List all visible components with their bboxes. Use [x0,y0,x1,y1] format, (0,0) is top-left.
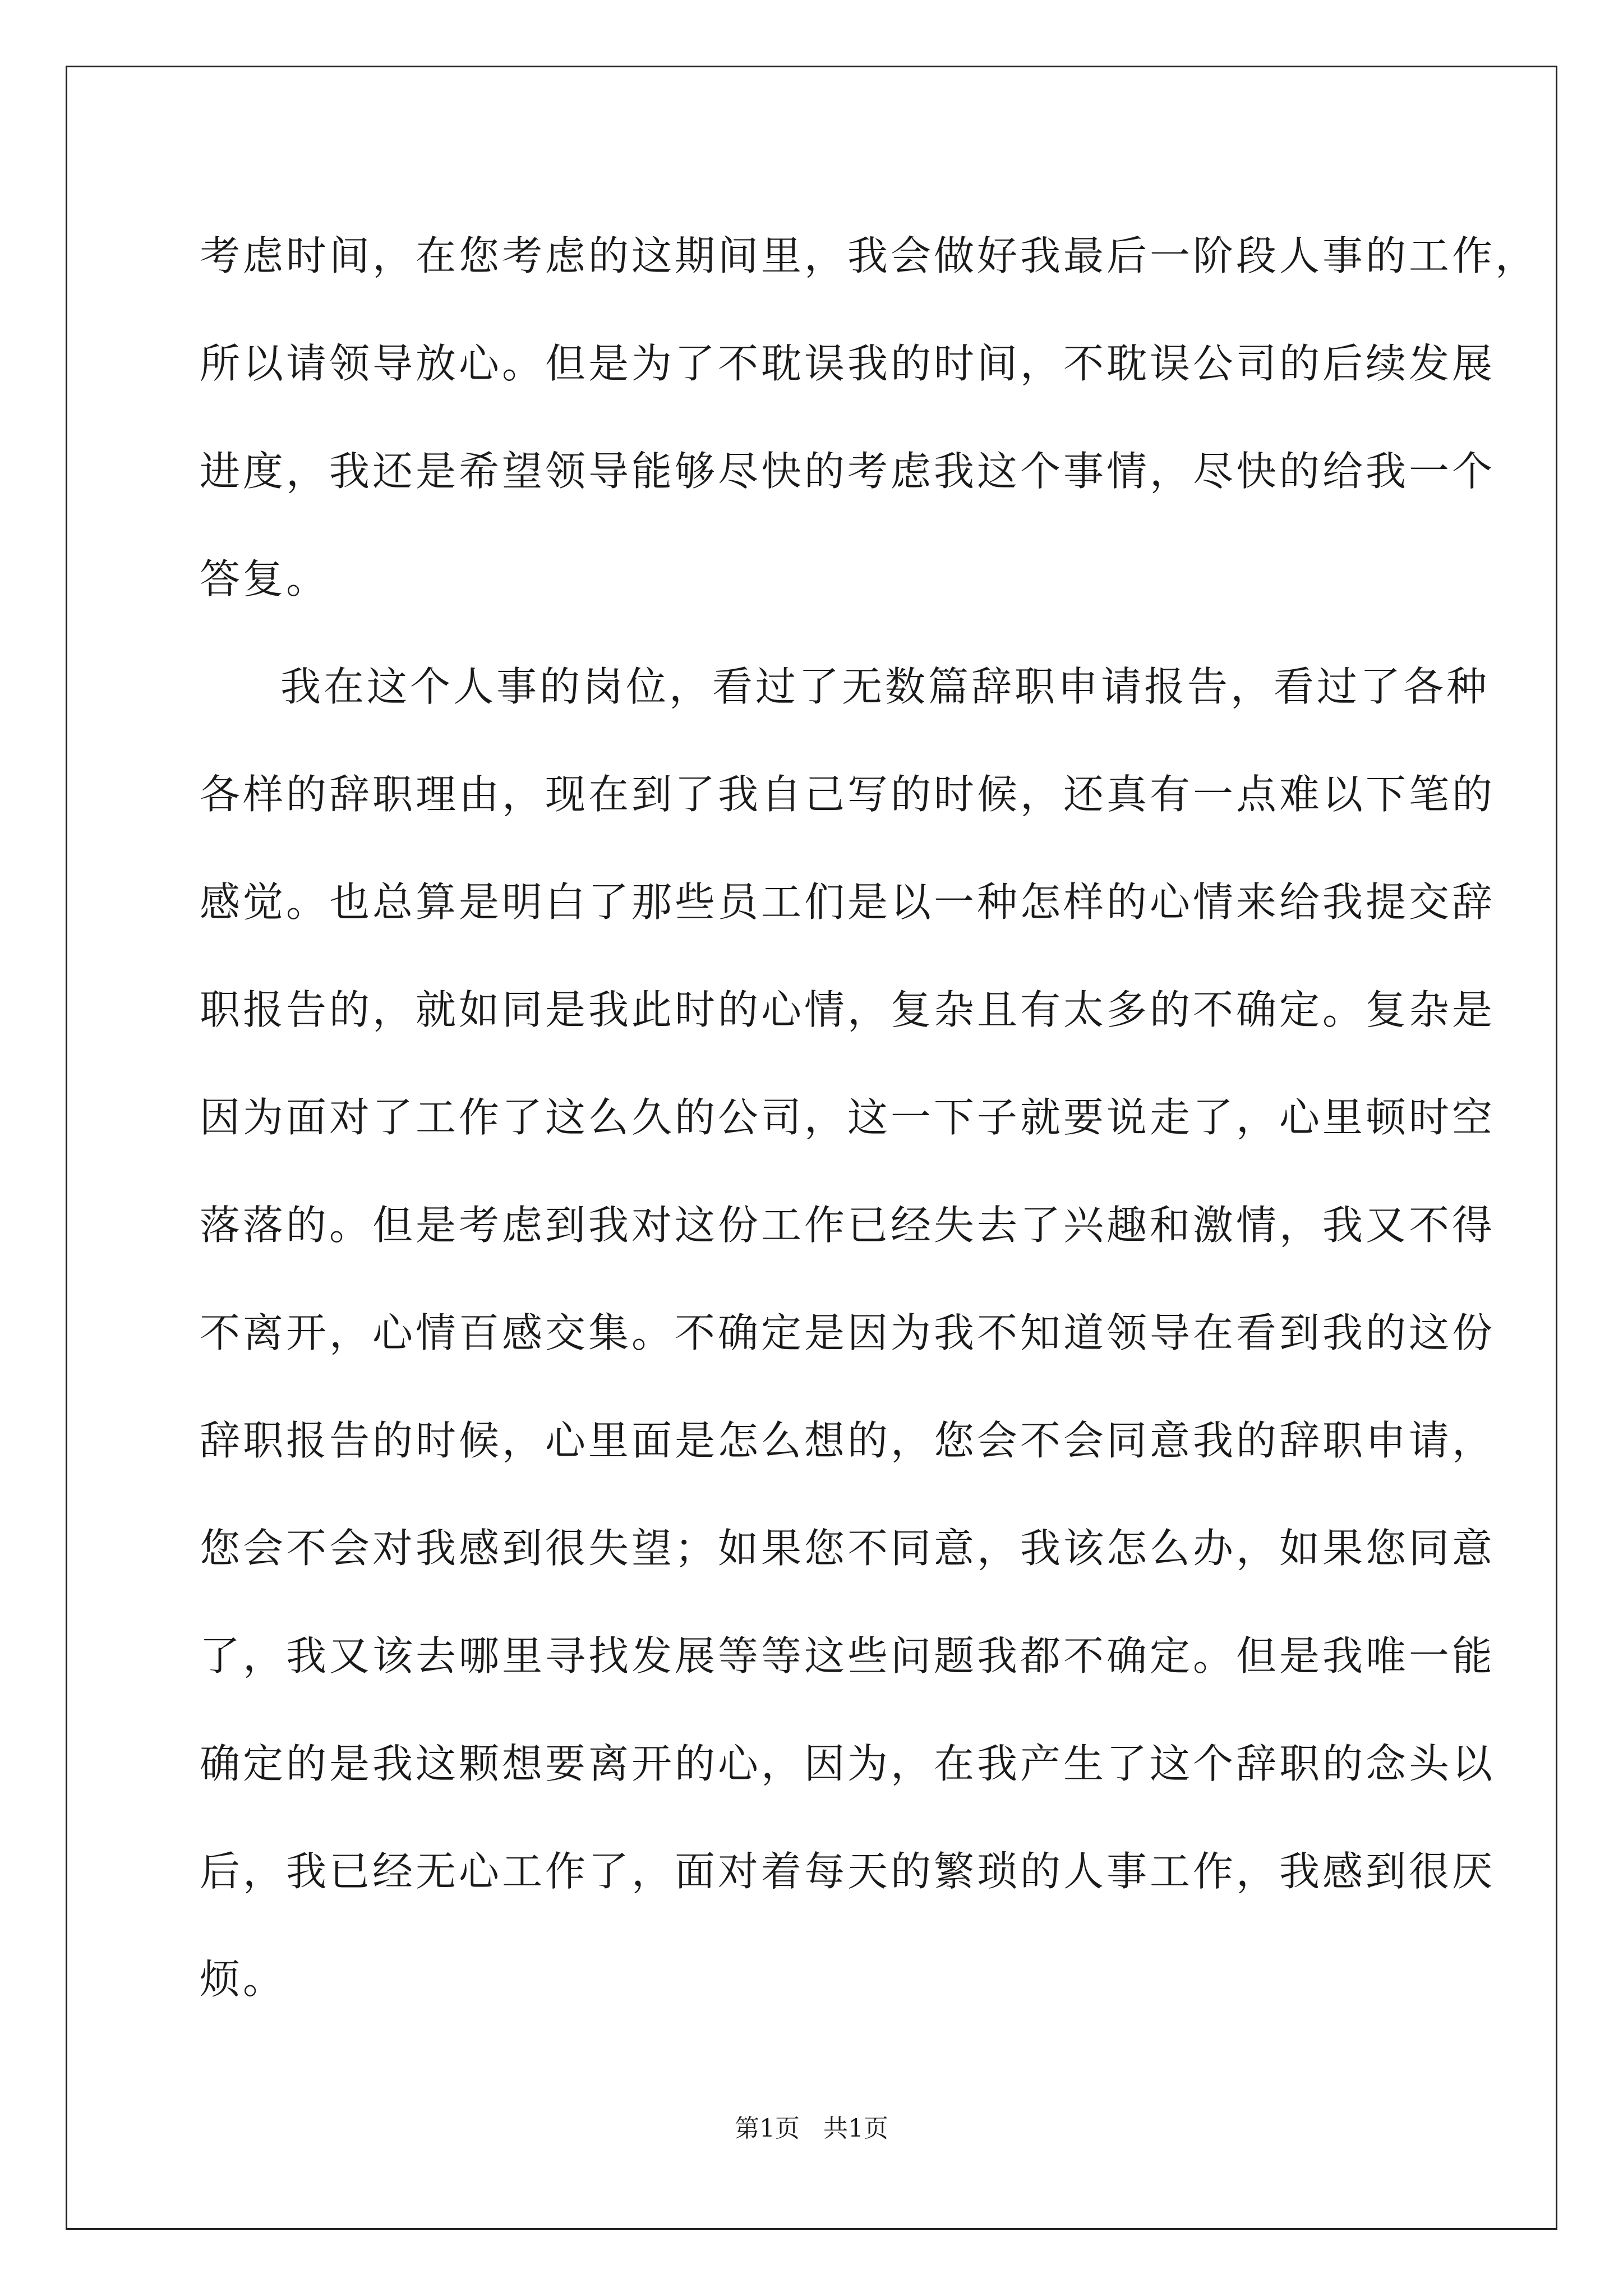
text-line: 答复。 [200,555,330,602]
text-line: 落落的。但是考虑到我对这份工作已经失去了兴趣和激情，我又不得 [200,1202,1496,1249]
document-body [200,202,1539,2033]
text-line: 后，我已经无心工作了，面对着每天的繁琐的人事工作，我感到很厌 [200,1848,1496,1895]
page-footer: 第1页 共1页 [735,2114,888,2143]
text-line: 烦。 [200,1955,287,2003]
text-line: 职报告的，就如同是我此时的心情，复杂且有太多的不确定。复杂是 [200,986,1496,1033]
text-line: 您会不会对我感到很失望；如果您不同意，我该怎么办，如果您同意 [200,1525,1496,1572]
text-line: 感觉。也总算是明白了那些员工们是以一种怎样的心情来给我提交辞 [200,878,1496,926]
text-line: 考虑时间，在您考虑的这期间里，我会做好我最后一阶段人事的工作， [200,232,1539,279]
text-line-paragraph-start: 我在这个人事的岗位，看过了无数篇辞职申请报告，看过了各种 [280,663,1490,710]
text-line: 了，我又该去哪里寻找发展等等这些问题我都不确定。但是我唯一能 [200,1632,1496,1680]
text-line: 各样的辞职理由，现在到了我自己写的时候，还真有一点难以下笔的 [200,771,1496,818]
text-line: 确定的是我这颗想要离开的心，因为，在我产生了这个辞职的念头以 [200,1740,1496,1787]
text-line: 进度，我还是希望领导能够尽快的考虑我这个事情，尽快的给我一个 [200,448,1496,495]
text-line: 不离开，心情百感交集。不确定是因为我不知道领导在看到我的这份 [200,1309,1496,1356]
text-line: 因为面对了工作了这么久的公司，这一下子就要说走了，心里顿时空 [200,1094,1496,1141]
text-line: 所以请领导放心。但是为了不耽误我的时间，不耽误公司的后续发展 [200,340,1496,387]
text-line: 辞职报告的时候，心里面是怎么想的，您会不会同意我的辞职申请， [200,1417,1496,1464]
